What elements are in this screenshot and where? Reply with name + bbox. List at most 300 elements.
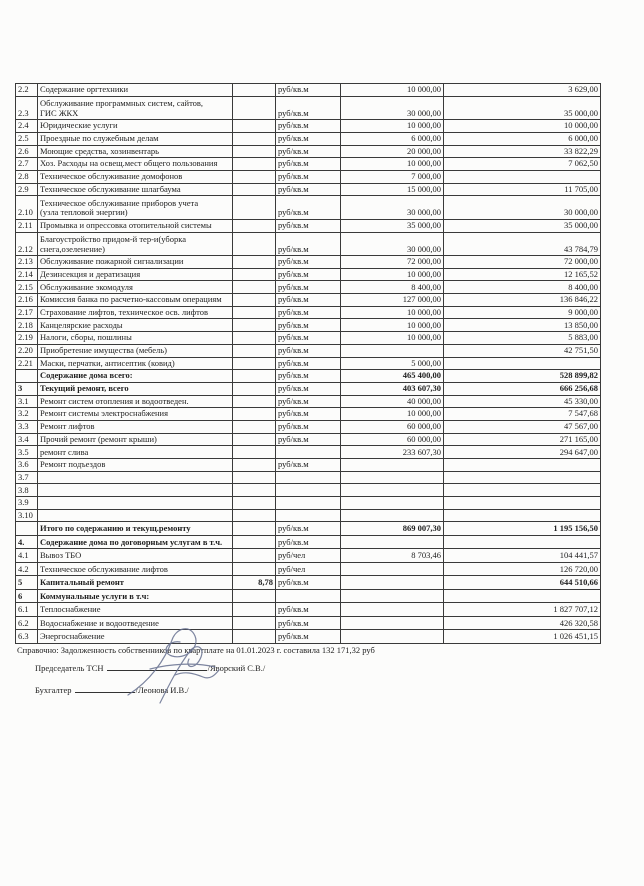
- row-plan: 403 607,30: [402, 383, 441, 394]
- row-name-cell: [38, 562, 233, 576]
- table-row: [16, 549, 601, 563]
- row-name: Текущий ремонт, всего: [40, 383, 129, 394]
- row-unit: руб/кв.м: [278, 433, 309, 444]
- row-fact-cell: [444, 549, 601, 563]
- row-name: Ремонт системы электроснабжения: [40, 408, 169, 419]
- row-name-cell: [38, 433, 233, 446]
- row-fact-cell: [444, 256, 601, 269]
- row-plan-cell: [341, 319, 444, 332]
- row-num-cell: [16, 395, 38, 408]
- row-rate-cell: [233, 589, 276, 603]
- row-plan-cell: [341, 332, 444, 345]
- row-fact-cell: [444, 420, 601, 433]
- row-fact: 30 000,00: [564, 207, 598, 218]
- row-unit: руб/кв.м: [278, 319, 309, 330]
- row-fact-cell: [444, 562, 601, 576]
- table-row: [16, 357, 601, 370]
- row-unit-cell: [276, 420, 341, 433]
- row-name-cell: [38, 120, 233, 133]
- row-plan: 10 000,00: [407, 306, 441, 317]
- row-plan-cell: [341, 256, 444, 269]
- row-fact: 45 330,00: [564, 395, 598, 406]
- row-plan: 10 000,00: [407, 84, 441, 95]
- row-num: 2.3: [18, 107, 29, 118]
- row-name-cell: [38, 471, 233, 484]
- row-plan-cell: [341, 232, 444, 256]
- row-num: 4.2: [18, 563, 29, 574]
- row-name-cell: [38, 84, 233, 97]
- row-plan-cell: [341, 522, 444, 536]
- row-rate-cell: [233, 562, 276, 576]
- row-unit: руб/кв.м: [278, 268, 309, 279]
- row-plan: 233 607,30: [402, 446, 441, 457]
- table-row: [16, 535, 601, 549]
- row-plan-cell: [341, 616, 444, 630]
- row-name: Содержание дома по договорным услугам в т.ч.: [40, 536, 223, 547]
- row-name-cell: [38, 446, 233, 459]
- row-fact-cell: [444, 433, 601, 446]
- row-name: Канцелярские расходы: [40, 319, 123, 330]
- row-name-cell: [38, 294, 233, 307]
- row-num: 4.: [18, 536, 25, 547]
- row-rate-cell: [233, 183, 276, 196]
- row-plan-cell: [341, 509, 444, 522]
- row-num: 2.9: [18, 183, 29, 194]
- row-fact-cell: [444, 344, 601, 357]
- row-rate-cell: [233, 120, 276, 133]
- row-fact-cell: [444, 306, 601, 319]
- row-name: Энергоснабжение: [40, 631, 105, 642]
- row-rate-cell: [233, 382, 276, 395]
- table-row: [16, 294, 601, 307]
- handwritten-signature: [115, 615, 235, 710]
- row-fact-cell: [444, 357, 601, 370]
- row-unit-cell: [276, 408, 341, 421]
- row-rate-cell: [233, 603, 276, 617]
- table-row: [16, 96, 601, 120]
- row-unit-cell: [276, 549, 341, 563]
- row-plan-cell: [341, 306, 444, 319]
- table-row: [16, 484, 601, 497]
- table-row: [16, 630, 601, 644]
- row-fact-cell: [444, 603, 601, 617]
- row-num-cell: [16, 332, 38, 345]
- row-plan: 465 400,00: [402, 370, 441, 381]
- table-row: [16, 382, 601, 395]
- row-num: 3.9: [18, 497, 29, 508]
- row-name: Дезинсекция и дератизация: [40, 268, 141, 279]
- row-plan-cell: [341, 370, 444, 383]
- row-name: Содержание оргтехники: [40, 84, 129, 95]
- row-unit: руб/кв.м: [278, 617, 309, 628]
- row-fact-cell: [444, 96, 601, 120]
- table-row: [16, 395, 601, 408]
- row-name-cell: [38, 549, 233, 563]
- row-unit: руб/кв.м: [278, 357, 309, 368]
- row-unit-cell: [276, 306, 341, 319]
- row-num: 6.3: [18, 631, 29, 642]
- row-name: Техническое обслуживание лифтов: [40, 563, 168, 574]
- table-row: [16, 471, 601, 484]
- row-rate-cell: [233, 84, 276, 97]
- chairman-title: Председатель ТСН: [35, 663, 104, 673]
- row-unit: руб/кв.м: [278, 459, 309, 470]
- row-name-cell: [38, 509, 233, 522]
- table-row: [16, 319, 601, 332]
- row-num: 3.1: [18, 395, 29, 406]
- row-fact: 1 827 707,12: [553, 604, 598, 615]
- row-num: 2.18: [18, 319, 33, 330]
- row-plan-cell: [341, 344, 444, 357]
- row-num: 2.21: [18, 357, 33, 368]
- row-name-cell: [38, 382, 233, 395]
- row-name-cell: [38, 576, 233, 590]
- row-rate-cell: [233, 281, 276, 294]
- row-name-cell: [38, 484, 233, 497]
- row-plan-cell: [341, 535, 444, 549]
- row-name: Маски, перчатки, антисептик (ковид): [40, 357, 175, 368]
- row-num-cell: [16, 420, 38, 433]
- row-name: Техническое обслуживание шлагбаума: [40, 183, 181, 194]
- row-fact-cell: [444, 509, 601, 522]
- accountant-name: /Леонова И.В./: [135, 685, 189, 695]
- row-num-cell: [16, 219, 38, 232]
- row-name-cell: [38, 196, 233, 220]
- row-fact: 42 751,50: [564, 345, 598, 355]
- row-fact: 528 899,82: [559, 370, 598, 381]
- row-name: Техническое обслуживание домофонов: [40, 171, 183, 182]
- row-name-cell: [38, 170, 233, 183]
- row-plan-cell: [341, 603, 444, 617]
- row-fact-cell: [444, 484, 601, 497]
- row-plan-cell: [341, 294, 444, 307]
- row-plan: 30 000,00: [407, 243, 441, 254]
- row-num-cell: [16, 603, 38, 617]
- row-unit-cell: [276, 158, 341, 171]
- row-unit: руб/кв.м: [278, 383, 309, 394]
- row-unit-cell: [276, 576, 341, 590]
- row-fact-cell: [444, 522, 601, 536]
- row-rate-cell: [233, 319, 276, 332]
- row-num: 2.7: [18, 158, 29, 169]
- row-unit-cell: [276, 395, 341, 408]
- row-num-cell: [16, 382, 38, 395]
- row-num: 3.4: [18, 433, 29, 444]
- row-name: Ремонт подъездов: [40, 459, 106, 470]
- row-num: 3.7: [18, 471, 29, 482]
- table-row: [16, 616, 601, 630]
- table-row: [16, 509, 601, 522]
- table-row: [16, 219, 601, 232]
- row-fact-cell: [444, 170, 601, 183]
- row-unit: руб/кв.м: [278, 158, 309, 169]
- row-fact: 7 547,68: [568, 408, 598, 419]
- row-plan-cell: [341, 408, 444, 421]
- table-row: [16, 132, 601, 145]
- row-rate-cell: [233, 170, 276, 183]
- row-name: Страхование лифтов, техническое осв. лифтов: [40, 306, 209, 317]
- row-unit: руб/кв.м: [278, 577, 309, 588]
- row-rate-cell: [233, 630, 276, 644]
- row-unit: руб/кв.м: [278, 220, 309, 230]
- table-row: [16, 408, 601, 421]
- row-plan-cell: [341, 497, 444, 510]
- row-plan-cell: [341, 484, 444, 497]
- row-plan: 15 000,00: [407, 183, 441, 194]
- row-unit-cell: [276, 509, 341, 522]
- row-num: 3.10: [18, 509, 33, 520]
- row-rate-cell: [233, 616, 276, 630]
- row-plan: 30 000,00: [407, 207, 441, 218]
- row-fact: 8 400,00: [568, 281, 598, 292]
- row-name: Юридические услуги: [40, 120, 118, 131]
- debt-note-text: Справочно: Задолженность собственников по квартплате на 01.01.2023 г. составила 132 171,32 руб: [17, 645, 375, 655]
- row-name: Обслуживание экомодуля: [40, 281, 133, 292]
- row-unit-cell: [276, 471, 341, 484]
- row-name-cell: [38, 158, 233, 171]
- row-plan: 60 000,00: [407, 421, 441, 432]
- row-num-cell: [16, 522, 38, 536]
- row-fact-cell: [444, 459, 601, 472]
- row-num: 2.2: [18, 84, 29, 95]
- row-plan-cell: [341, 471, 444, 484]
- row-name: Ремонт систем отопления и водоотведен.: [40, 395, 189, 406]
- row-num-cell: [16, 232, 38, 256]
- row-rate-cell: [233, 357, 276, 370]
- row-unit: руб/кв.м: [278, 408, 309, 419]
- row-plan: 10 000,00: [407, 158, 441, 169]
- row-num: 6: [18, 590, 23, 601]
- row-fact: 666 256,68: [559, 383, 598, 394]
- row-plan-cell: [341, 84, 444, 97]
- row-num: 2.5: [18, 133, 29, 144]
- row-plan: 127 000,00: [402, 294, 441, 305]
- row-name: Благоустройство придом-й тер-и(уборка снега,озеленение): [40, 234, 187, 254]
- row-fact-cell: [444, 158, 601, 171]
- row-fact: 1 195 156,50: [553, 523, 598, 534]
- row-plan-cell: [341, 446, 444, 459]
- row-num-cell: [16, 535, 38, 549]
- row-plan-cell: [341, 219, 444, 232]
- row-fact: 72 000,00: [564, 256, 598, 267]
- row-fact: 12 165,52: [564, 268, 598, 279]
- table-row: [16, 344, 601, 357]
- row-fact-cell: [444, 535, 601, 549]
- row-unit-cell: [276, 562, 341, 576]
- row-unit: руб/кв.м: [278, 145, 309, 156]
- row-unit-cell: [276, 281, 341, 294]
- row-num: 2.10: [18, 207, 33, 218]
- row-unit-cell: [276, 484, 341, 497]
- row-name: Ремонт лифтов: [40, 421, 95, 432]
- row-name-cell: [38, 319, 233, 332]
- table-row: [16, 120, 601, 133]
- row-plan: 8 703,46: [411, 550, 441, 561]
- row-plan-cell: [341, 630, 444, 644]
- row-plan-cell: [341, 395, 444, 408]
- row-plan-cell: [341, 576, 444, 590]
- row-num-cell: [16, 268, 38, 281]
- row-plan-cell: [341, 96, 444, 120]
- row-num: 2.19: [18, 332, 33, 343]
- row-fact-cell: [444, 183, 601, 196]
- row-num-cell: [16, 370, 38, 383]
- row-unit-cell: [276, 616, 341, 630]
- row-unit: руб/кв.м: [278, 171, 309, 182]
- row-rate-cell: [233, 294, 276, 307]
- row-name: Обслуживание пожарной сигнализации: [40, 256, 184, 267]
- row-num-cell: [16, 158, 38, 171]
- row-plan: 60 000,00: [407, 433, 441, 444]
- row-rate-cell: [233, 370, 276, 383]
- row-num-cell: [16, 96, 38, 120]
- row-unit-cell: [276, 446, 341, 459]
- row-unit-cell: [276, 196, 341, 220]
- row-unit-cell: [276, 522, 341, 536]
- table-row: [16, 281, 601, 294]
- row-plan: 5 000,00: [411, 357, 441, 368]
- row-name-cell: [38, 183, 233, 196]
- row-num-cell: [16, 145, 38, 158]
- row-plan: 35 000,00: [407, 220, 441, 230]
- table-row: [16, 145, 601, 158]
- row-num-cell: [16, 183, 38, 196]
- row-num-cell: [16, 319, 38, 332]
- row-name-cell: [38, 132, 233, 145]
- table-row: [16, 183, 601, 196]
- row-num: 3.3: [18, 421, 29, 432]
- row-name-cell: [38, 395, 233, 408]
- row-name-cell: [38, 232, 233, 256]
- row-num: 2.16: [18, 294, 33, 305]
- row-plan-cell: [341, 382, 444, 395]
- table-row: [16, 332, 601, 345]
- row-num: 3.5: [18, 446, 29, 457]
- table-row: [16, 232, 601, 256]
- row-num: 2.13: [18, 256, 33, 267]
- row-unit-cell: [276, 535, 341, 549]
- table-row: [16, 576, 601, 590]
- row-fact: 104 441,57: [559, 550, 598, 561]
- row-plan-cell: [341, 420, 444, 433]
- row-name: Теплоснабжение: [40, 604, 101, 615]
- row-name: Коммунальные услуги в т.ч:: [40, 590, 150, 601]
- row-plan: 8 400,00: [411, 281, 441, 292]
- row-plan-cell: [341, 145, 444, 158]
- row-name-cell: [38, 589, 233, 603]
- row-rate-cell: [233, 471, 276, 484]
- row-fact: 3 629,00: [568, 84, 598, 95]
- row-plan-cell: [341, 549, 444, 563]
- row-plan-cell: [341, 268, 444, 281]
- row-rate-cell: [233, 549, 276, 563]
- row-unit-cell: [276, 603, 341, 617]
- row-num-cell: [16, 256, 38, 269]
- row-name-cell: [38, 535, 233, 549]
- row-fact: 271 165,00: [559, 433, 598, 444]
- row-name: Хоз. Расходы на освещ.мест общего пользования: [40, 158, 218, 169]
- row-name: Приобретение имущества (мебель): [40, 345, 167, 355]
- row-name: Проездные по служебным делам: [40, 133, 159, 144]
- row-rate-cell: [233, 576, 276, 590]
- row-unit-cell: [276, 382, 341, 395]
- row-num: 6.2: [18, 617, 29, 628]
- row-unit: руб/кв.м: [278, 631, 309, 642]
- chairman-name: /Яворский С.В./: [207, 663, 266, 673]
- row-rate-cell: [233, 535, 276, 549]
- row-plan: 10 000,00: [407, 268, 441, 279]
- table-row: [16, 256, 601, 269]
- row-plan-cell: [341, 158, 444, 171]
- row-num-cell: [16, 616, 38, 630]
- row-unit-cell: [276, 459, 341, 472]
- row-plan-cell: [341, 357, 444, 370]
- row-unit: руб/кв.м: [278, 107, 309, 118]
- row-num: 2.15: [18, 281, 33, 292]
- table-row: [16, 370, 601, 383]
- row-plan-cell: [341, 132, 444, 145]
- report-table-body: [16, 84, 601, 644]
- row-fact-cell: [444, 616, 601, 630]
- row-num-cell: [16, 446, 38, 459]
- row-num: 2.8: [18, 171, 29, 182]
- row-name-cell: [38, 420, 233, 433]
- row-plan: 7 000,00: [411, 171, 441, 182]
- table-row: [16, 562, 601, 576]
- row-rate-cell: [233, 420, 276, 433]
- row-num: 3.2: [18, 408, 29, 419]
- row-unit: руб/кв.м: [278, 370, 309, 381]
- row-rate-cell: [233, 232, 276, 256]
- row-unit-cell: [276, 294, 341, 307]
- row-num: 2.6: [18, 145, 29, 156]
- row-name: Налоги, сборы, пошлины: [40, 332, 132, 343]
- row-name-cell: [38, 281, 233, 294]
- row-unit: руб/кв.м: [278, 421, 309, 432]
- row-num-cell: [16, 132, 38, 145]
- row-fact-cell: [444, 84, 601, 97]
- row-rate-cell: [233, 158, 276, 171]
- row-fact: 644 510,66: [559, 577, 598, 588]
- row-fact: 33 822,29: [564, 145, 598, 156]
- table-row: [16, 433, 601, 446]
- row-rate-cell: [233, 196, 276, 220]
- row-fact-cell: [444, 471, 601, 484]
- row-fact: 13 850,00: [564, 319, 598, 330]
- row-fact-cell: [444, 630, 601, 644]
- row-unit-cell: [276, 630, 341, 644]
- row-fact: 47 567,00: [564, 421, 598, 432]
- row-fact: 35 000,00: [564, 107, 598, 118]
- row-unit: руб/кв.м: [278, 183, 309, 194]
- row-fact: 11 705,00: [564, 183, 598, 194]
- table-row: [16, 196, 601, 220]
- row-unit: руб/кв.м: [278, 604, 309, 615]
- row-unit-cell: [276, 132, 341, 145]
- row-num: 6.1: [18, 604, 29, 615]
- row-rate-cell: [233, 344, 276, 357]
- row-plan: 869 007,30: [402, 523, 441, 534]
- row-unit: руб/кв.м: [278, 133, 309, 144]
- row-name: Обслуживание программных систем, сайтов, ГИС ЖКХ: [40, 98, 204, 118]
- row-fact-cell: [444, 232, 601, 256]
- row-name-cell: [38, 459, 233, 472]
- row-num-cell: [16, 459, 38, 472]
- row-name-cell: [38, 408, 233, 421]
- row-rate-cell: [233, 132, 276, 145]
- row-name: Прочий ремонт (ремонт крыши): [40, 433, 157, 444]
- row-fact-cell: [444, 145, 601, 158]
